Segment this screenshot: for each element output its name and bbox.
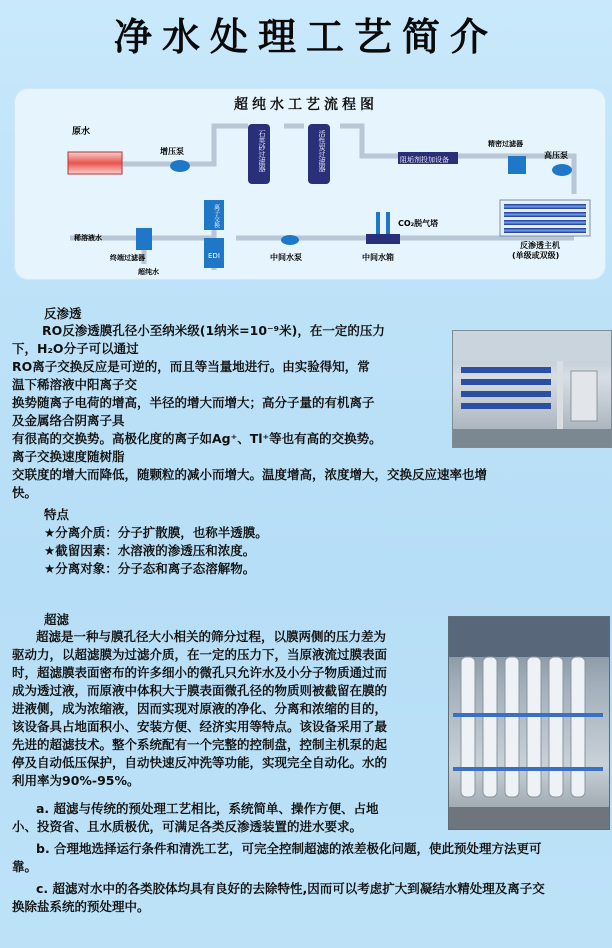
ultrapure-water-label: 超纯水 [138, 268, 159, 276]
ro-line-4: 温下稀溶液中阳离子交 [12, 377, 138, 392]
uf-point-b-line1: b. 合理地选择运行条件和清洗工艺，可完全控制超滤的浓差极化问题，使此预处理方法更可 [36, 841, 542, 856]
quartz-sand-filter-vessel [248, 124, 270, 184]
uf-line-5: 进液侧，成为浓缩液，因而实现对原液的净化、分离和浓缩的目的， [12, 701, 388, 716]
raw-water-tank [68, 125, 122, 174]
edi-column [204, 238, 224, 268]
high-pressure-pump-label: 高压泵 [544, 151, 568, 160]
uf-point-b-line2: 靠。 [12, 859, 38, 874]
ro-equipment-illustration [453, 331, 611, 447]
ro-membrane-rack [500, 200, 590, 260]
intermediate-water-tank [362, 234, 400, 262]
precision-filter-label: 精密过滤器 [488, 140, 523, 148]
edi-label: EDI [208, 252, 220, 260]
uf-line-4: 成为透过液，而原液中体积大于膜表面微孔径的物质则被截留在膜的 [12, 683, 388, 698]
ro-line-6: 及金属络合阴离子具 [12, 413, 125, 428]
flow-diagram-title: 超纯水工艺流程图 [234, 97, 378, 113]
scale-inhibitor-label: 阻垢剂投加设备 [400, 156, 449, 164]
terminal-filter-label: 终端过滤器 [110, 254, 145, 262]
activated-carbon-filter-label: 活性炭过滤器 [318, 130, 326, 172]
ro-line-7: 有很高的交换势。高极化度的离子如Ag⁺、Tl⁺等也有高的交换势。 [12, 431, 382, 446]
scale-inhibitor-dosing-unit [398, 152, 458, 164]
uf-line-6: 该设备具占地面积小、安装方便、经济实用等特点。该设备采用了最 [12, 719, 388, 734]
uf-point-c-line2: 换除盐系统的预处理中。 [12, 899, 150, 914]
uf-line-9: 利用率为90%-95%。 [12, 773, 140, 788]
ro-line-3: RO离子交换反应是可逆的，而且等当量地进行。由实验得知，常 [12, 359, 370, 374]
ro-heading: 反渗透 [44, 306, 82, 321]
raw-water-label: 原水 [72, 127, 91, 137]
uf-equipment-illustration [449, 617, 609, 829]
uf-point-a-line2: 小、投资省、且水质极优，可满足各类反渗透装置的进水要求。 [12, 819, 363, 834]
booster-pump-label: 增压泵 [160, 147, 184, 156]
booster-pump-icon [160, 146, 190, 172]
degas-tower-label: CO₂脱气塔 [398, 219, 439, 228]
process-flow-diagram [14, 88, 606, 280]
feature-item: ★分离介质：分子扩散膜，也称半透膜。 [44, 525, 268, 540]
ion-exchange-column [204, 200, 224, 230]
ro-stage-label: (单级或双级) [512, 251, 560, 260]
features-heading: 特点 [44, 507, 70, 522]
co2-degas-tower [376, 212, 439, 234]
uf-heading: 超滤 [44, 612, 70, 627]
ro-line-5: 换势随离子电荷的增高，半径的增大而增大；高分子量的有机离子 [12, 395, 375, 410]
feature-item: ★分离对象：分子态和离子态溶解物。 [44, 561, 256, 576]
uf-line-7: 先进的超滤技术。整个系统配有一个完整的控制盘，控制主机泵的起 [12, 737, 388, 752]
activated-carbon-filter-vessel [308, 124, 330, 184]
ro-line-10: 快。 [12, 485, 38, 500]
ion-exchange-label: 离子交换 [212, 204, 220, 228]
uf-equipment-photo [448, 616, 610, 830]
feature-item: ★截留因素：水溶液的渗透压和浓度。 [44, 543, 256, 558]
ro-equipment-photo [452, 330, 612, 448]
uf-line-2: 驱动力，以超滤膜为过滤介质，在一定的压力下，当原液流过膜表面 [12, 647, 388, 662]
high-pressure-pump-icon [544, 150, 572, 176]
uf-line-8: 停及自动低压保护，自动快速反冲洗等功能，实现完全自动化。水的 [12, 755, 388, 770]
mid-tank-label: 中间水箱 [362, 253, 394, 262]
quartz-sand-filter-label: 石英砂过滤器 [258, 130, 266, 172]
ro-line-2: 下，H₂O分子可以通过 [12, 341, 139, 356]
ro-line-9: 交联度的增大而降低，随颗粒的减小而增大。温度增高，浓度增大，交换反应速率也增 [12, 467, 488, 482]
dilute-water-label: 稀溶液水 [74, 234, 102, 242]
uf-line-3: 时，超滤膜表面密布的许多细小的微孔只允许水及小分子物质通过而 [12, 665, 388, 680]
uf-point-a-line1: a. 超滤与传统的预处理工艺相比，系统简单、操作方便、占地 [36, 801, 379, 816]
ro-main-label: 反渗透主机 [520, 241, 560, 250]
ro-line-1: RO反渗透膜孔径小至纳米级(1纳米=10⁻⁹米)，在一定的压力 [42, 323, 385, 338]
uf-point-c-line1: c. 超滤对水中的各类胶体均具有良好的去除特性,因而可以考虑扩大到凝结水精处理及离子交 [36, 881, 545, 896]
uf-line-1: 超滤是一种与膜孔径大小相关的筛分过程，以膜两侧的压力差为 [36, 629, 387, 644]
page-title: 净水处理工艺简介 [113, 14, 498, 59]
ro-line-8: 离子交换速度随树脂 [12, 449, 125, 464]
mid-pump-label: 中间水泵 [270, 253, 302, 262]
